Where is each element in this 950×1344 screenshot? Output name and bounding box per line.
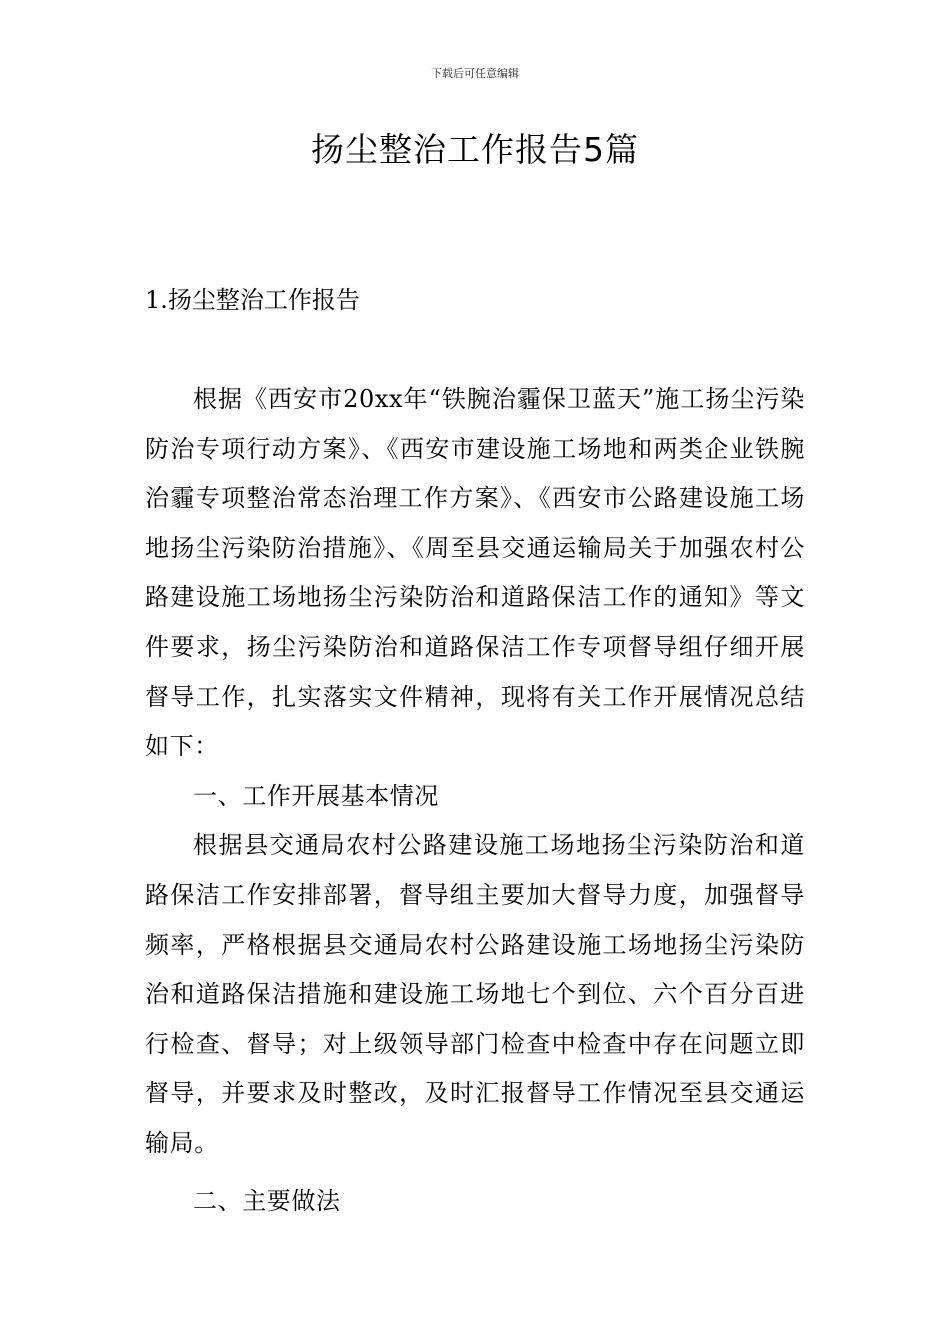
body-text [145,375,805,1226]
header-note: 下载后可任意编辑 [431,67,519,80]
subheading-main-methods: 二、主要做法 [193,1186,341,1215]
paragraph-intro: 根据《西安市20xx年“铁腕治霾保卫蓝天”施工扬尘污染防治专项行动方案》、《西安市建设施工场地和两类企业铁腕治霾专项整治常态治理工作方案》、《西安市公路建设施工场地扬尘污染防治措施》、《周至县交通运输局关于加强农村公路建设施工场地扬尘污染防治和道路保洁工作的通知》等文件要求，扬尘污染防治和道路保洁工作专项督导组仔细开展督导工作，扎实落实文件精神，现将有关工作开展情况总结如下： [145,385,805,761]
paragraph-basic-situation: 根据县交通局农村公路建设施工场地扬尘污染防治和道路保洁工作安排部署，督导组主要加大督导力度，加强督导频率，严格根据县交通局农村公路建设施工场地扬尘污染防治和道路保洁措施和建设施工场地七个到位、六个百分百进行检查、督导；对上级领导部门检查中检查中存在问题立即督导，并要求及时整改，及时汇报督导工作情况至县交通运输局。 [145,831,805,1157]
section-heading: 1.扬尘整治工作报告 [145,286,360,314]
document-title: 扬尘整治工作报告5篇 [311,130,639,169]
subheading-basic-situation: 一、工作开展基本情况 [193,781,439,810]
